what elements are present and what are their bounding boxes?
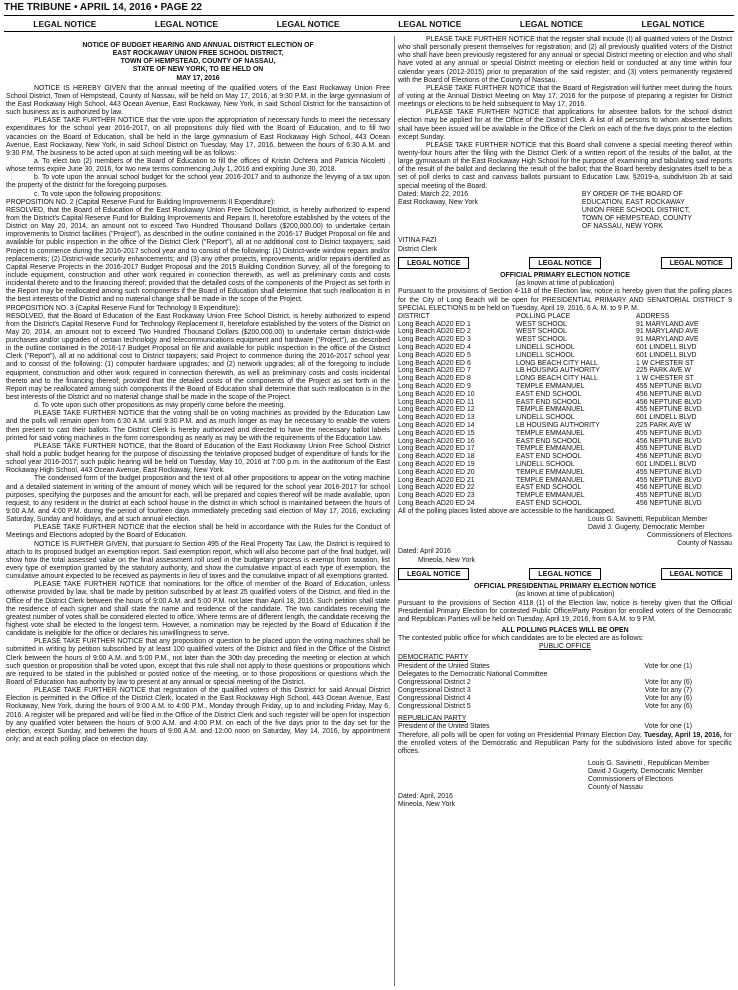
title-line: STATE OF NEW YORK, TO BE HELD ON bbox=[132, 66, 264, 74]
polling-place-cell: TEMPLE EMMANUEL bbox=[516, 476, 585, 484]
office-name: Congressional District 3 bbox=[398, 686, 471, 694]
polling-place-cell: EAST END SCHOOL bbox=[516, 453, 582, 461]
table-row bbox=[398, 336, 732, 344]
district-cell: Long Beach AD20 ED 13 bbox=[398, 414, 475, 422]
budget-dated-block bbox=[398, 191, 478, 232]
polling-place-cell: EAST END SCHOOL bbox=[516, 390, 582, 398]
all-polling-open: ALL POLLING PLACES WILL BE OPEN bbox=[501, 626, 629, 634]
office-name: Congressional District 2 bbox=[398, 678, 471, 686]
address-cell: 1 W CHESTER ST bbox=[636, 375, 694, 383]
vote-for: Vote for one (1) bbox=[644, 723, 692, 731]
table-row bbox=[398, 367, 732, 375]
signer-line: Louis G. Savinetti, Republican Member bbox=[588, 515, 708, 523]
budget-paragraph: PLEASE TAKE FURTHER NOTICE that registration of the qualified voters of this District for said Annual District Election is permitted in the Office of the District Clerk, located in the East Rockaway High School, 443 Ocean Avenue, East Rockaway, New York, during the hours of 9:00 A.M. to 4:00 P.M., Monday through Friday, up to and including Friday, May 6, 2016. A register will be prepared and will be filed in the Office of the District Clerk and such register will be open for inspection by any qualified voter between the hours of 9:00 A.M. and 4:00 P.M. on each of the five days prior to the day set for the election, except Sunday, and between the hours of 9:00 A.M. and 12:00 noon on Saturday, May 14, 2016, by appointment only; and at each polling place on election day. bbox=[6, 687, 390, 743]
primary-notice-intro: Pursuant to the provisions of Section 4-118 of the Election law, notice is hereby given that the polling places for the City of Long Beach will be open for PRESIDENTIAL PRIMARY AND SENATORIAL DISTRICT 9 SPECIAL ELECTIONS to be held on Tuesday, April 19, 2016, 6 A. M. to 9 P. M. bbox=[398, 288, 732, 312]
title-line: MAY 17, 2016 bbox=[176, 74, 220, 82]
district-cell: Long Beach AD20 ED 9 bbox=[398, 383, 471, 391]
budget-dated: Dated: March 22, 2016 bbox=[398, 190, 469, 198]
table-row bbox=[398, 344, 732, 352]
budget-paragraph: RESOLVED, that the Board of Education of the East Rockaway Union Free School District, is hereby authorized to expend from the District's Capital Reserve Fund for Building Improvements and Repairs II, heretofore established by the voters of the District on May 20, 2014, an amount not to exceed Two Hundred Thousand Dollars ($200,000.00) to undertake certain improvements to District facilities ("Project"), as described in the outline contained in the 2016-17 Budget Proposal on file and available for public inspection in the office of the District Clerk ("Report"), all at no additional cost to District taxpayers; said Project to commence during the 2016-2017 school year and to consist of the following: (1) District-wide window repairs and/or replacements; (2) District-wide security enhancements; and (3) any other projects, improvements, and/or repairs identified as Capital Reserve Projects in the 2016-2017 Budget Proposal and the 2015 Building Condition Survey; all of the foregoing to include equipment, construction and other work required in connection therewith, as well as preliminary costs and costs incidental thereto and to the financing thereof; provided that the detailed costs of the components of the Project as set forth in the Report may be reallocated among such components if the Board of Education shall determine that such reallocation is in the best interests of the District and no material change shall be made in the scope of the Project. bbox=[6, 206, 390, 304]
democratic-party-heading: DEMOCRATIC PARTY bbox=[398, 654, 469, 662]
public-office-heading: PUBLIC OFFICE bbox=[538, 643, 592, 651]
masthead: THE TRIBUNE • APRIL 14, 2016 • PAGE 22 bbox=[4, 2, 202, 13]
budget-paragraph: The condensed form of the budget proposition and the text of all other propositions to appear on the voting machine and a detailed statement in writing of the amount of money which will be required for the school year 2016-2017 for school purposes, specifying the purposes and the amount for each, will be prepared and copies thereof will be made available, upon request, to any resident in the district at each school house in the district in which school is maintained between the hours of 9:00 A.M. and 4:00 P.M. during the period of fourteen days immediately preceding said election of May 17, 2016, excluding Saturday, Sunday and holidays, and at such annual election. bbox=[6, 475, 390, 524]
table-row bbox=[398, 453, 732, 461]
district-cell: Long Beach AD20 ED 11 bbox=[398, 398, 475, 406]
address-cell: 601 LINDELL BLVD bbox=[636, 460, 697, 468]
office-name: Congressional District 5 bbox=[398, 703, 471, 711]
vote-for: Vote for any (6) bbox=[644, 678, 692, 686]
budget-paragraph: PLEASE TAKE FURTHER NOTICE that the register shall include (I) all qualified voters of the District who shall personally present themselves for registration; and (2) all previously qualified voters of the District who shall have been previously registered for any annual or special District meeting or election and who shall have voted at any annual or special District meeting or election held or conducted at any time within four calendar years (2012-2015) prior to preparation of the said register; and (3) voters permanently registered with the Board of Elections of the County of Nassau. bbox=[398, 36, 732, 84]
budget-paragraph: PLEASE TAKE FURTHER NOTICE that the election shall be held in accordance with the Rules for the Conduct of Meetings and Elections adopted by the Board of Education. bbox=[6, 524, 390, 540]
clerk-title: District Clerk bbox=[398, 245, 438, 253]
budget-place: East Rockaway, New York bbox=[398, 198, 478, 206]
district-cell: Long Beach AD20 ED 23 bbox=[398, 492, 475, 500]
address-cell: 456 NEPTUNE BLVD bbox=[636, 398, 702, 406]
district-cell: Long Beach AD20 ED 17 bbox=[398, 445, 475, 453]
table-row bbox=[398, 414, 732, 422]
header-label: LEGAL NOTICE bbox=[33, 18, 97, 29]
district-cell: Long Beach AD20 ED 24 bbox=[398, 499, 475, 507]
legal-notice-box: LEGAL NOTICE bbox=[661, 257, 732, 269]
table-row bbox=[398, 422, 732, 430]
table-row bbox=[398, 406, 732, 414]
district-cell: Long Beach AD20 ED 21 bbox=[398, 476, 475, 484]
polling-place-cell: TEMPLE EMMANUEL bbox=[516, 406, 585, 414]
address-cell: 601 LINDELL BLVD bbox=[636, 351, 697, 359]
district-cell: Long Beach AD20 ED 18 bbox=[398, 453, 475, 461]
legal-notice-bar bbox=[398, 257, 732, 269]
address-cell: 455 NEPTUNE BLVD bbox=[636, 468, 702, 476]
vote-for: Vote for one (1) bbox=[644, 662, 692, 670]
budget-paragraph: PROPOSITION NO. 2 (Capital Reserve Fund for Building Improvements II Expenditure): bbox=[6, 198, 276, 206]
address-cell: 1 W CHESTER ST bbox=[636, 359, 694, 367]
table-row bbox=[398, 461, 732, 469]
district-cell: Long Beach AD20 ED 20 bbox=[398, 468, 475, 476]
office-name: President of the United States bbox=[398, 723, 490, 731]
column-header: ADDRESS bbox=[636, 312, 670, 320]
address-cell: 91 MARYLAND AVE bbox=[636, 328, 699, 336]
polling-place-cell: LONG BEACH CITY HALL bbox=[516, 359, 598, 367]
column-header: DISTRICT bbox=[398, 312, 430, 320]
republican-party-heading: REPUBLICAN PARTY bbox=[398, 715, 467, 723]
polling-place-cell: LONG BEACH CITY HALL bbox=[516, 375, 598, 383]
presidential-dated: Dated: April, 2016 bbox=[398, 792, 453, 800]
district-cell: Long Beach AD20 ED 5 bbox=[398, 351, 471, 359]
header-label: LEGAL NOTICE bbox=[276, 18, 340, 29]
table-row bbox=[398, 399, 732, 407]
primary-signers bbox=[588, 516, 732, 549]
table-row bbox=[398, 500, 732, 508]
table-row bbox=[398, 445, 732, 453]
republican-office-list bbox=[398, 723, 732, 731]
budget-notice bbox=[6, 36, 390, 986]
democratic-office-list bbox=[398, 663, 732, 712]
clerk-name: VITINA FAZI bbox=[398, 237, 437, 245]
presidential-notice-title: OFFICIAL PRESIDENTIAL PRIMARY ELECTION NOTICE bbox=[474, 583, 656, 591]
polling-place-cell: WEST SCHOOL bbox=[516, 320, 567, 328]
polling-place-table bbox=[398, 313, 732, 508]
budget-paragraph: PLEASE TAKE FURTHER NOTICE that the vote upon the appropriation of necessary funds to meet the necessary expenditures for the school year 2016-2017, on all propositions duly filed with the Board of Education, and to fill two vacancies on the Board of Education, shall be held in the large gymnasium of East Rockaway High School, 443 Ocean Avenue, East Rockaway, New York, in said School District on Tuesday, May 17, 2016, between the hours of 6:30 A.M. and 9:30 P.M. The business to be acted upon at such meeting will be as follows: bbox=[6, 117, 390, 157]
table-row bbox=[398, 438, 732, 446]
primary-notice-subtitle: (as known at time of publication) bbox=[515, 280, 615, 288]
address-cell: 456 NEPTUNE BLVD bbox=[636, 499, 702, 507]
district-cell: Long Beach AD20 ED 12 bbox=[398, 406, 475, 414]
district-cell: Long Beach AD20 ED 6 bbox=[398, 359, 471, 367]
office-name: President of the United States bbox=[398, 662, 490, 670]
signer-line: Commissioners of Elections bbox=[588, 776, 674, 784]
budget-paragraphs-right bbox=[398, 36, 732, 191]
office-row bbox=[398, 671, 732, 679]
polling-place-cell: EAST END SCHOOL bbox=[516, 484, 582, 492]
budget-paragraph: NOTICE IS HEREBY GIVEN that the annual meeting of the qualified voters of the East Rockaway Union Free School District, Town of Hempstead, County of Nassau, will be held on May 17, 2016, at 9:30 P.M. in the large gymnasium of the East Rockaway High School, 443 Ocean Avenue, East Rockaway, New York, in said School District for the transaction of such business as is authorized by law. bbox=[6, 84, 390, 117]
polling-place-cell: LINDELL SCHOOL bbox=[516, 344, 575, 352]
address-cell: 455 NEPTUNE BLVD bbox=[636, 383, 702, 391]
address-cell: 455 NEPTUNE BLVD bbox=[636, 476, 702, 484]
district-cell: Long Beach AD20 ED 16 bbox=[398, 437, 475, 445]
polling-place-cell: LINDELL SCHOOL bbox=[516, 460, 575, 468]
district-cell: Long Beach AD20 ED 10 bbox=[398, 390, 475, 398]
vote-for: Vote for any (6) bbox=[644, 695, 692, 703]
district-cell: Long Beach AD20 ED 4 bbox=[398, 344, 471, 352]
table-row bbox=[398, 477, 732, 485]
district-cell: Long Beach AD20 ED 19 bbox=[398, 460, 475, 468]
budget-paragraph: PLEASE TAKE FURTHER NOTICE that any proposition or question to be placed upon the voting machines shall be submitted in writing by petition subscribed by at least 100 qualified voters of the District and filed in the Office of the District Clerk between the hours of 9:00 A.M. and 5:00 P.M., not later than the 30th day preceding the meeting or election at which such question or proposition shall be voted upon, except that this rule shall not apply to those questions or propositions which are required to be stated in the published or posted notice of the meeting, or to those propositions or questions which the Board of Education has authority by law to present at any annual or special meeting of the District. bbox=[6, 638, 390, 686]
legal-notice-header-bar bbox=[4, 15, 734, 32]
vote-for: Vote for any (7) bbox=[644, 686, 692, 694]
legal-notice-box: LEGAL NOTICE bbox=[661, 568, 732, 580]
office-row bbox=[398, 695, 732, 703]
polling-place-cell: TEMPLE EMMANUEL bbox=[516, 383, 585, 391]
address-cell: 225 PARK AVE W bbox=[636, 422, 691, 429]
legal-notice-box: LEGAL NOTICE bbox=[398, 257, 469, 269]
budget-paragraph: PLEASE TAKE FURTHER NOTICE that this Board shall convene a special meeting thereof within twenty-four hours after the filing with the District Clerk of a written report of the results of the ballot, at the large gymnasium of the East Rockaway High School for the purpose of examining and tabulating said reports of the result of the ballot and declaring the result of the ballot; that the Board hereby designates itself to be a set of poll clerks to cast and canvass ballots pursuant to Education Law, §2019-a, subdivision 2b at said special meeting of the Board. bbox=[398, 141, 732, 190]
polling-place-cell: LINDELL SCHOOL bbox=[516, 351, 575, 359]
district-cell: Long Beach AD20 ED 1 bbox=[398, 320, 471, 328]
budget-paragraph: PLEASE TAKE FURTHER NOTICE that the Board of Registration will further meet during the hours of voting at the Annual District Meeting on May 17, 2016 for the purpose of preparing a register for District meetings or elections to be held subsequent to May 17, 2016. bbox=[398, 84, 732, 109]
table-row bbox=[398, 383, 732, 391]
address-cell: 455 NEPTUNE BLVD bbox=[636, 406, 702, 414]
signer-line: David J. Gugerty, Democratic Member bbox=[588, 524, 705, 532]
by-order-block bbox=[582, 191, 692, 232]
office-name: Congressional District 4 bbox=[398, 695, 471, 703]
table-row bbox=[398, 391, 732, 399]
budget-paragraph: PLEASE TAKE FURTHER NOTICE that applications for absentee ballots for the school district election may be applied for at the Office of the District Clerk. A list of all persons to whom absentee ballots shall have been issued will be available in the Office of the Clerk on each of the five days prior to the election except Sunday. bbox=[398, 109, 732, 141]
address-cell: 601 LINDELL BLVD bbox=[636, 344, 697, 352]
address-cell: 456 NEPTUNE BLVD bbox=[636, 390, 702, 398]
budget-paragraph: c. To vote upon the following propositions: bbox=[34, 190, 162, 198]
legal-notice-bar bbox=[398, 568, 732, 580]
legal-notice-box: LEGAL NOTICE bbox=[529, 257, 600, 269]
address-cell: 455 NEPTUNE BLVD bbox=[636, 445, 702, 453]
header-label: LEGAL NOTICE bbox=[641, 18, 705, 29]
address-cell: 91 MARYLAND AVE bbox=[636, 336, 699, 344]
polling-place-cell: TEMPLE EMMANUEL bbox=[516, 468, 585, 476]
table-row bbox=[398, 375, 732, 383]
budget-paragraph: a. To elect two (2) members of the Board of Education to fill the offices of Kristin Ochtera and Patricia Nicoletti , whose terms expire June 30, 2016, for two new terms commencing July 1, 2016 and expiring June 30, 2018. bbox=[6, 157, 390, 174]
office-row bbox=[398, 663, 732, 671]
polling-place-cell: EAST END SCHOOL bbox=[516, 398, 582, 406]
address-cell: 456 NEPTUNE BLVD bbox=[636, 453, 702, 461]
presidential-place: Mineola, New York bbox=[398, 800, 456, 808]
primary-place: Mineola, New York bbox=[418, 556, 476, 564]
budget-paragraph: PLEASE TAKE FURTHER NOTICE that the voting shall be on voting machines as provided by the Education Law and the polls will remain open from 6:30 A.M. until 9:30 P.M. and as much longer as may be necessary to enable the voters then present to cast their ballots. The District Clerk is hereby authorized and directed to have the necessary ballot labels printed for said voting machines in the form corresponding as nearly as may be with the requirements of the Education Law. bbox=[6, 410, 390, 442]
budget-paragraph: NOTICE IS FURTHER GIVEN, that pursuant to Section 495 of the Real Property Tax Law, the District is required to attach to its proposed budget an exemption report. Said exemption report, which will also become part of the final budget, will show how the total assessed value on the final assessment roll used in the budgetary process is exempt from taxation, list every type of exemption granted by the statutory authority, and show the cumulative impact of each type of exemption, the cumulative amount expected to be received as payments in lieu of taxes and the cumulative impact of all exemptions granted. bbox=[6, 540, 390, 581]
address-cell: 456 NEPTUNE BLVD bbox=[636, 484, 702, 492]
column-header: POLLING PLACE bbox=[516, 312, 571, 320]
district-cell: Long Beach AD20 ED 15 bbox=[398, 429, 475, 437]
signer-line: David J Gugerty, Democratic Member bbox=[588, 768, 703, 776]
primary-dated: Dated: April 2016 bbox=[398, 548, 451, 556]
presidential-notice-intro: Pursuant to the provisions of Section 4118 (1) of the Election law, notice is hereby given that the Official Presidential Primary Election for contested Public Office/Party Position for enrolled voters of the Democratic and Republican Parties will be held on Tuesday, April 19, 2016, from 6 A.M. to 9 P.M. bbox=[398, 599, 732, 623]
office-row bbox=[398, 679, 732, 687]
table-row bbox=[398, 469, 732, 477]
budget-signature-block bbox=[398, 191, 732, 232]
legal-notice-box: LEGAL NOTICE bbox=[398, 568, 469, 580]
district-cell: Long Beach AD20 ED 14 bbox=[398, 422, 475, 429]
right-column bbox=[398, 36, 732, 986]
by-order-line: TOWN OF HEMPSTEAD, COUNTY bbox=[581, 215, 692, 223]
district-cell: Long Beach AD20 ED 7 bbox=[398, 367, 471, 375]
budget-paragraph: PLEASE TAKE FURTHER NOTICE, that the Board of Education of the East Rockaway Union Free School District shall hold a public budget hearing for the purpose of discussing the tentative proposed budget of expenditure of funds for the school year 2016-2017; such public hearing will be held on Tuesday, May 10, 2016 at 7:00 p.m. in the auditorium of the East Rockaway High School, 443 Ocean Avenue, East Rockaway, New York. bbox=[6, 442, 390, 475]
contested-offices-intro: The contested public office for which candidates are to be elected are as follows: bbox=[398, 635, 644, 643]
polling-place-cell: TEMPLE EMMANUEL bbox=[516, 445, 585, 453]
polling-place-cell: EAST END SCHOOL bbox=[516, 437, 582, 445]
presidential-notice-subtitle: (as known at time of publication) bbox=[515, 591, 615, 599]
office-row bbox=[398, 687, 732, 695]
signer-line: Louis G. Savinetti , Republican Member bbox=[588, 760, 710, 768]
polling-place-cell: LB HOUSING AUTHORITY bbox=[516, 422, 600, 429]
district-cell: Long Beach AD20 ED 8 bbox=[398, 375, 471, 383]
address-cell: 91 MARYLAND AVE bbox=[636, 320, 699, 328]
address-cell: 601 LINDELL BLVD bbox=[636, 414, 697, 422]
budget-paragraph: d. To vote upon such other propositions as may properly come before the meeting. bbox=[34, 402, 286, 410]
vote-for: Vote for any (6) bbox=[644, 703, 692, 711]
header-label: LEGAL NOTICE bbox=[519, 18, 584, 29]
by-order-line: BY ORDER OF THE BOARD OF bbox=[581, 190, 683, 198]
budget-paragraph: b. To vote upon the annual school budget for the school year 2016-2017 and to authorize the levying of a tax upon the property of the district for the foregoing purposes. bbox=[6, 174, 390, 190]
table-row bbox=[398, 492, 732, 500]
closing-tail: for the enrolled voters of the Democratic and Republican Party for the subdivisions listed above for specific offices. bbox=[398, 731, 732, 755]
budget-paragraph: PLEASE TAKE FURTHER NOTICE that nominations for the office of member of the Board of Education, unless otherwise provided by law, shall be made by petition subscribed by at least 25 qualified voters of the District, and filed in the Office of the District Clerk between the hours of 9:00 A.M. and 5:00 P.M. not later than April 18, 2016. Such petition shall state the residence of each signer and shall state the name and residence of the candidate. The two candidates receiving the greatest number of votes shall be considered elected to office. Where terms are of different length, the candidate receiving the highest vote shall be elected to the longest term. However, a nomination may be rejected by the Board of Education if the candidate is ineligible for the office or declares his unwillingness to serve. bbox=[6, 581, 390, 638]
table-row bbox=[398, 321, 732, 329]
by-order-line: EDUCATION, EAST ROCKAWAY bbox=[581, 198, 685, 206]
district-cell: Long Beach AD20 ED 2 bbox=[398, 328, 471, 336]
polling-place-cell: TEMPLE EMMANUEL bbox=[516, 429, 585, 437]
table-row bbox=[398, 352, 732, 360]
polling-place-cell: EAST END SCHOOL bbox=[516, 499, 582, 507]
address-cell: 455 NEPTUNE BLVD bbox=[636, 429, 702, 437]
title-line: NOTICE OF BUDGET HEARING AND ANNUAL DISTRICT ELECTION OF bbox=[82, 42, 314, 49]
budget-paragraph: PROPOSITION NO. 3 (Capital Reserve Fund for Technology II Expenditure): bbox=[6, 304, 240, 312]
primary-notice-title: OFFICIAL PRIMARY ELECTION NOTICE bbox=[500, 272, 630, 280]
legal-notice-box: LEGAL NOTICE bbox=[529, 568, 600, 580]
polling-place-cell: WEST SCHOOL bbox=[516, 336, 567, 344]
address-cell: 455 NEPTUNE BLVD bbox=[636, 492, 702, 500]
signer-line: County of Nassau bbox=[677, 540, 732, 548]
header-label: LEGAL NOTICE bbox=[154, 18, 219, 29]
polling-footer: All of the polling places listed above are accessible to the handicapped. bbox=[398, 507, 616, 515]
closing-lead: Therefore, all polls will be open for voting on Presidential Primary Election Day, bbox=[398, 731, 642, 739]
title-line: TOWN OF HEMPSTEAD, COUNTY OF NASSAU, bbox=[120, 58, 276, 66]
office-name: Delegates to the Democratic National Committee bbox=[398, 670, 548, 678]
polling-place-cell: LB HOUSING AUTHORITY bbox=[516, 367, 600, 375]
table-row bbox=[398, 328, 732, 336]
address-cell: 225 PARK AVE W bbox=[636, 367, 691, 375]
closing-date: Tuesday, April 19, 2016, bbox=[644, 731, 722, 739]
title-line: EAST ROCKAWAY UNION FREE SCHOOL DISTRICT, bbox=[112, 50, 284, 58]
budget-paragraph: RESOLVED, that the Board of Education of the East Rockaway Union Free School District, is hereby authorized to expend from the District's Capital Reserve Fund for Technology Replacement II, heretofore established by the voters of the District on May 20, 2014, an amount not to exceed Two Hundred Thousand Dollars ($200,000.00) to undertake certain district-wide purchases and/or upgrades of certain technology and telecommunications equipment and hardware ("Project"), as described in the outline contained in the 2016-17 Budget Proposal on file and available for public inspection in the office of the District Clerk ("Report"), all at no additional cost to District taxpayers; said Project to commence during the 2016-2017 school year and to consist of the following: (1) computer hardware upgrades; and (2) network upgrades; all of the foregoing to include equipment, construction and other work required in connection therewith, as well as preliminary costs and costs incidental thereto and to the financing thereof; provided that the detailed costs of the components of the Project as set forth in the Report may be reallocated among such components if the Board of Education shall determine that such reallocation is in the best interests of the District and no material change shall be made in the scope of the Project. bbox=[6, 312, 390, 402]
budget-paragraphs-left bbox=[6, 85, 390, 744]
office-row bbox=[398, 703, 732, 711]
signer-line: Commissioners of Elections bbox=[646, 532, 732, 540]
polling-place-cell: LINDELL SCHOOL bbox=[516, 414, 575, 422]
budget-notice-title bbox=[6, 42, 390, 83]
header-label: LEGAL NOTICE bbox=[398, 18, 462, 29]
signer-line: County of Nassau bbox=[588, 784, 643, 792]
column-divider bbox=[394, 36, 395, 986]
table-row bbox=[398, 430, 732, 438]
table-row bbox=[398, 360, 732, 368]
district-cell: Long Beach AD20 ED 3 bbox=[398, 336, 471, 344]
presidential-closing bbox=[398, 732, 732, 756]
by-order-line: UNION FREE SCHOOL DISTRICT, bbox=[581, 206, 690, 214]
polling-place-cell: WEST SCHOOL bbox=[516, 328, 567, 336]
polling-place-cell: TEMPLE EMMANUEL bbox=[516, 492, 585, 500]
district-cell: Long Beach AD20 ED 22 bbox=[398, 484, 475, 492]
presidential-signers bbox=[588, 760, 732, 793]
table-row bbox=[398, 484, 732, 492]
address-cell: 456 NEPTUNE BLVD bbox=[636, 437, 702, 445]
by-order-line: OF NASSAU, NEW YORK bbox=[581, 223, 663, 231]
office-row bbox=[398, 723, 732, 731]
